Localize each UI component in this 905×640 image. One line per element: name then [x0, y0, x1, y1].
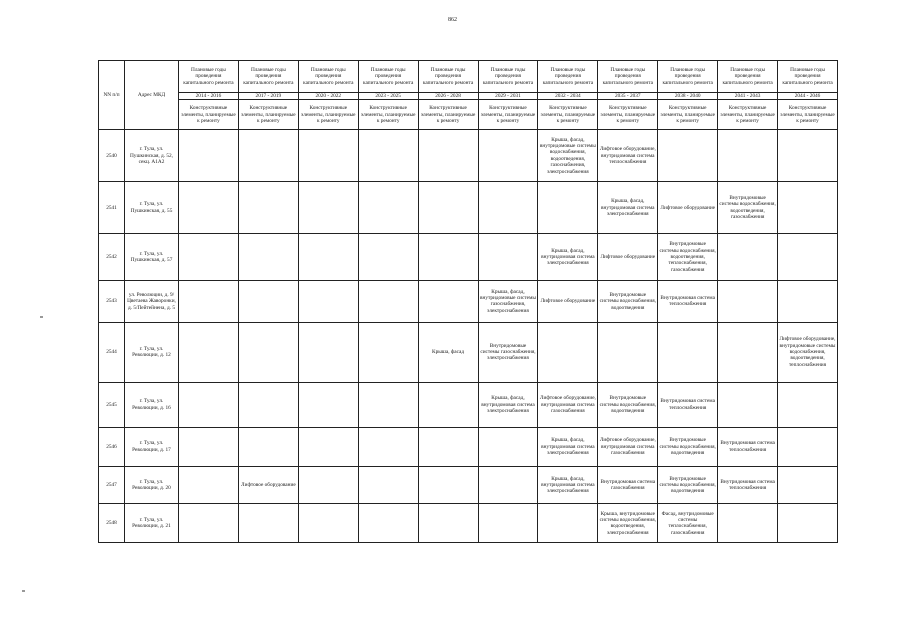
work-cell	[778, 234, 838, 281]
period-elements-header: Конструктивные элементы, планируемые к ремонту	[418, 100, 478, 130]
period-years-header: 2032 - 2034	[538, 93, 598, 100]
work-cell	[179, 234, 239, 281]
work-cell	[298, 234, 358, 281]
table-row	[99, 130, 838, 182]
work-cell: Внутридомовая система теплоснабжения	[658, 281, 718, 323]
work-cell	[358, 322, 418, 382]
work-cell	[778, 382, 838, 427]
row-address: г. Тула, ул. Пушкинская, д. 55	[125, 182, 179, 234]
work-cell: Лифтовое оборудование, внутридомовая система газоснабжения	[538, 382, 598, 427]
work-cell	[778, 427, 838, 466]
header-row-periods	[99, 61, 838, 93]
work-cell: Крыша, фасад, внутридомовая система электроснабжения	[478, 382, 538, 427]
work-cell	[418, 504, 478, 543]
work-cell	[658, 130, 718, 182]
row-number: 2543	[99, 281, 125, 323]
work-cell: Лифтовое оборудование, внутридомовая система теплоснабжения	[598, 130, 658, 182]
work-cell	[418, 281, 478, 323]
work-cell	[298, 281, 358, 323]
row-address: г. Тула, ул. Пушкинская, д. 52, секц. А1А2	[125, 130, 179, 182]
work-cell	[358, 281, 418, 323]
work-cell	[179, 504, 239, 543]
work-cell: Лифтовое оборудование	[658, 182, 718, 234]
table-body	[99, 130, 838, 543]
period-elements-header: Конструктивные элементы, планируемые к ремонту	[478, 100, 538, 130]
row-address: г. Тула, ул. Пушкинская, д. 57	[125, 234, 179, 281]
work-cell: Крыша, фасад, внутридомовая система электроснабжения	[538, 427, 598, 466]
work-cell: Крыша, фасад, внутридомовая система электроснабжения	[538, 234, 598, 281]
table-row	[99, 382, 838, 427]
period-elements-header: Конструктивные элементы, планируемые к ремонту	[778, 100, 838, 130]
work-cell: Внутридомовые системы водоснабжения, водоотведения	[658, 427, 718, 466]
row-number: 2541	[99, 182, 125, 234]
work-cell	[478, 130, 538, 182]
work-cell	[778, 130, 838, 182]
row-address: г. Тула, ул. Революции, д. 20	[125, 467, 179, 504]
work-cell	[298, 467, 358, 504]
period-years-header: 2026 - 2028	[418, 93, 478, 100]
row-address: ул. Революции, д. 9/Цветаева Жаворонки, д. 5/Пейтейнена, д. 5	[125, 281, 179, 323]
period-elements-header: Конструктивные элементы, планируемые к ремонту	[718, 100, 778, 130]
work-cell: Внутридомовые системы водоснабжения, водоотведения	[658, 467, 718, 504]
period-title-header: Плановые годы проведения капитального ремонта	[418, 61, 478, 93]
work-cell	[358, 504, 418, 543]
work-cell	[718, 234, 778, 281]
header-row-years	[99, 93, 838, 100]
work-cell	[718, 382, 778, 427]
work-cell: Крыша, фасад, внутридомовая система электроснабжения	[538, 467, 598, 504]
work-cell	[179, 130, 239, 182]
row-number: 2544	[99, 322, 125, 382]
scan-mark	[40, 316, 43, 318]
table-header	[99, 61, 838, 130]
work-cell	[418, 427, 478, 466]
work-cell	[478, 467, 538, 504]
work-cell	[238, 322, 298, 382]
period-elements-header: Конструктивные элементы, планируемые к ремонту	[538, 100, 598, 130]
page-number: 862	[448, 17, 457, 23]
work-cell	[478, 504, 538, 543]
period-years-header: 2017 - 2019	[238, 93, 298, 100]
period-years-header: 2014 - 2016	[179, 93, 239, 100]
work-cell	[298, 504, 358, 543]
work-cell	[298, 382, 358, 427]
work-cell	[418, 130, 478, 182]
header-row-elements	[99, 100, 838, 130]
work-cell	[418, 234, 478, 281]
row-address: г. Тула, ул. Революции, д. 17	[125, 427, 179, 466]
period-years-header: 2023 - 2025	[358, 93, 418, 100]
period-years-header: 2038 - 2040	[658, 93, 718, 100]
work-cell	[478, 234, 538, 281]
period-years-header: 2044 - 2046	[778, 93, 838, 100]
work-cell	[478, 182, 538, 234]
period-years-header: 2041 - 2043	[718, 93, 778, 100]
period-elements-header: Конструктивные элементы, планируемые к ремонту	[298, 100, 358, 130]
work-cell	[238, 382, 298, 427]
work-cell	[358, 130, 418, 182]
work-cell: Лифтовое оборудование	[238, 467, 298, 504]
work-cell: Лифтовое оборудование	[538, 281, 598, 323]
table-row	[99, 182, 838, 234]
period-elements-header: Конструктивные элементы, планируемые к ремонту	[179, 100, 239, 130]
work-cell	[598, 322, 658, 382]
work-cell	[238, 130, 298, 182]
scan-mark	[22, 590, 25, 592]
work-cell	[418, 182, 478, 234]
table-row	[99, 281, 838, 323]
num-header: NN п/п	[99, 61, 125, 130]
period-title-header: Плановые годы проведения капитального ремонта	[538, 61, 598, 93]
work-cell	[179, 382, 239, 427]
period-title-header: Плановые годы проведения капитального ремонта	[718, 61, 778, 93]
work-cell	[238, 504, 298, 543]
table-row	[99, 234, 838, 281]
work-cell	[298, 182, 358, 234]
work-cell	[238, 182, 298, 234]
work-cell: Фасад, внутридомовые системы теплоснабжения, газоснабжения	[658, 504, 718, 543]
row-number: 2540	[99, 130, 125, 182]
work-cell: Крыша, внутридомовые системы водоснабжения, водоотведения, электроснабжения	[598, 504, 658, 543]
work-cell	[238, 234, 298, 281]
work-cell	[298, 322, 358, 382]
period-elements-header: Конструктивные элементы, планируемые к ремонту	[598, 100, 658, 130]
work-cell	[718, 281, 778, 323]
period-years-header: 2029 - 2031	[478, 93, 538, 100]
work-cell: Крыша, фасад, внутридомовая система электроснабжения	[598, 182, 658, 234]
work-cell: Внутридомовая система газоснабжения	[598, 467, 658, 504]
work-cell: Крыша, фасад, внутридомовые системы водоснабжения, водоотведения, газоснабжения, электроснабжения	[538, 130, 598, 182]
period-title-header: Плановые годы проведения капитального ремонта	[358, 61, 418, 93]
work-cell	[298, 130, 358, 182]
work-cell	[718, 130, 778, 182]
work-cell: Крыша, фасад, внутридомовые системы газоснабжения, электроснабжения	[478, 281, 538, 323]
work-cell: Лифтовое оборудование, внутридомовая система газоснабжения	[598, 427, 658, 466]
work-cell	[179, 322, 239, 382]
work-cell: Внутридомовая система теплоснабжения	[658, 382, 718, 427]
row-number: 2546	[99, 427, 125, 466]
period-title-header: Плановые годы проведения капитального ремонта	[238, 61, 298, 93]
work-cell	[718, 322, 778, 382]
work-cell	[658, 322, 718, 382]
work-cell: Внутридомовые системы водоснабжения, водоотведения	[598, 382, 658, 427]
work-cell	[358, 234, 418, 281]
work-cell	[718, 504, 778, 543]
period-title-header: Плановые годы проведения капитального ремонта	[478, 61, 538, 93]
work-cell	[538, 504, 598, 543]
table-row	[99, 427, 838, 466]
work-cell	[418, 382, 478, 427]
work-cell	[179, 427, 239, 466]
period-elements-header: Конструктивные элементы, планируемые к ремонту	[358, 100, 418, 130]
period-title-header: Плановые годы проведения капитального ремонта	[598, 61, 658, 93]
work-cell	[358, 427, 418, 466]
work-cell: Внутридомовые системы водоснабжения, водоотведения, теплоснабжения, газоснабжения	[658, 234, 718, 281]
row-address: г. Тула, ул. Революции, д. 16	[125, 382, 179, 427]
work-cell: Внутридомовая система теплоснабжения	[718, 427, 778, 466]
work-cell: Внутридомовые системы газоснабжения, электроснабжения	[478, 322, 538, 382]
row-address: г. Тула, ул. Революции, д. 12	[125, 322, 179, 382]
table-row	[99, 504, 838, 543]
work-cell	[778, 467, 838, 504]
work-cell	[778, 504, 838, 543]
work-cell: Лифтовое оборудование, внутридомовые системы водоснабжения, водоотведения, теплоснабжения	[778, 322, 838, 382]
period-elements-header: Конструктивные элементы, планируемые к ремонту	[238, 100, 298, 130]
period-elements-header: Конструктивные элементы, планируемые к ремонту	[658, 100, 718, 130]
work-cell: Внутридомовые системы водоснабжения, водоотведения	[598, 281, 658, 323]
period-years-header: 2020 - 2022	[298, 93, 358, 100]
work-cell	[358, 182, 418, 234]
work-cell	[179, 182, 239, 234]
work-cell	[298, 427, 358, 466]
work-cell	[179, 467, 239, 504]
work-cell	[418, 467, 478, 504]
work-cell	[778, 182, 838, 234]
work-cell	[478, 427, 538, 466]
work-cell: Внутридомовая система теплоснабжения	[718, 467, 778, 504]
work-cell: Лифтовое оборудование	[598, 234, 658, 281]
work-cell: Крыша, фасад	[418, 322, 478, 382]
row-address: г. Тула, ул. Революции, д. 21	[125, 504, 179, 543]
period-title-header: Плановые годы проведения капитального ремонта	[298, 61, 358, 93]
work-cell	[358, 382, 418, 427]
period-title-header: Плановые годы проведения капитального ремонта	[658, 61, 718, 93]
work-cell	[238, 427, 298, 466]
work-cell	[538, 322, 598, 382]
work-cell	[538, 182, 598, 234]
period-title-header: Плановые годы проведения капитального ремонта	[179, 61, 239, 93]
period-years-header: 2035 - 2037	[598, 93, 658, 100]
row-number: 2542	[99, 234, 125, 281]
row-number: 2548	[99, 504, 125, 543]
period-title-header: Плановые годы проведения капитального ремонта	[778, 61, 838, 93]
row-number: 2545	[99, 382, 125, 427]
work-cell	[358, 467, 418, 504]
work-cell: Внутридомовые системы водоснабжения, водоотведения, газоснабжения	[718, 182, 778, 234]
table-row	[99, 322, 838, 382]
capital-repair-table	[98, 60, 838, 543]
work-cell	[238, 281, 298, 323]
table-row	[99, 467, 838, 504]
work-cell	[778, 281, 838, 323]
row-number: 2547	[99, 467, 125, 504]
work-cell	[179, 281, 239, 323]
address-header: Адрес МКД	[125, 61, 179, 130]
